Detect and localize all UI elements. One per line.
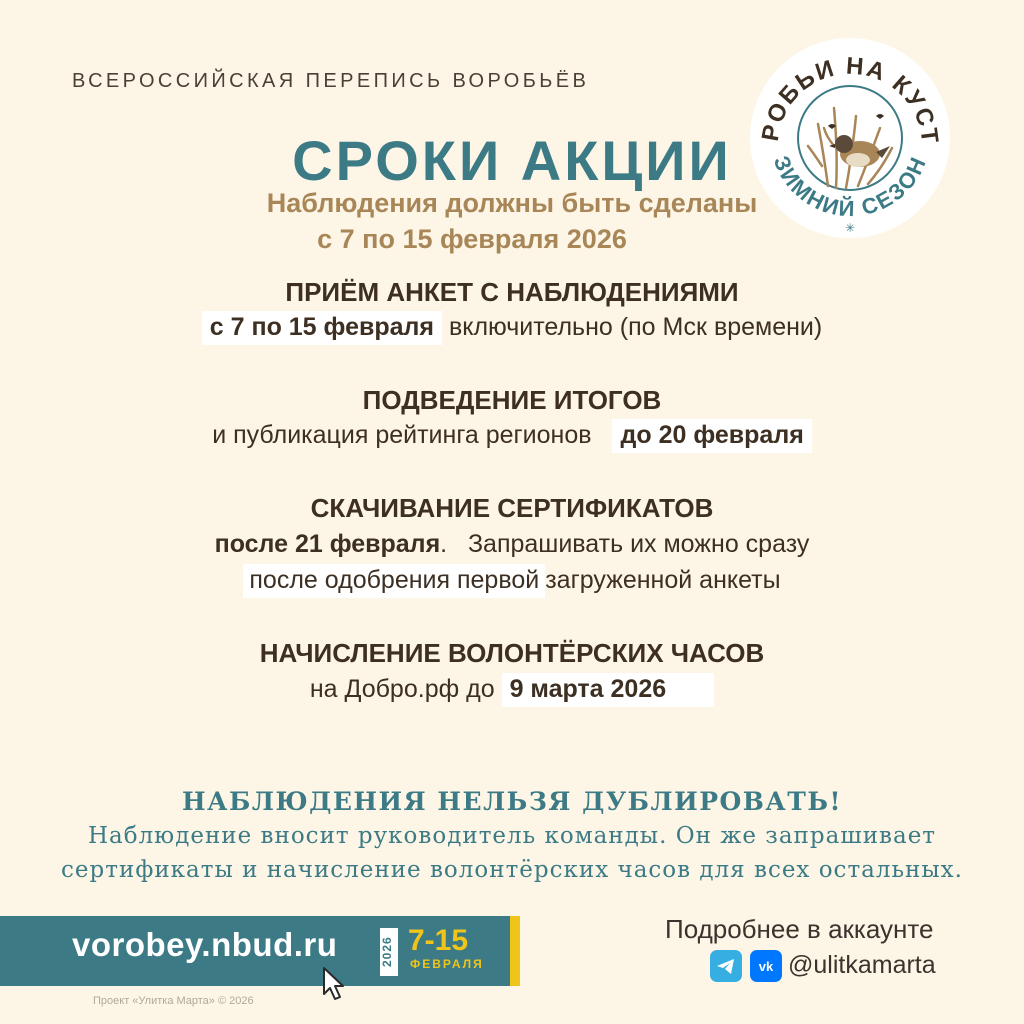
section-results-line [0, 421, 1024, 450]
campaign-subtitle: ВСЕРОССИЙСКАЯ ПЕРЕПИСЬ ВОРОБЬЁВ [72, 70, 590, 92]
section-certificates-line2-highlight: после одобрения первой [243, 564, 545, 598]
website-link[interactable]: vorobey.nbud.ru [72, 926, 338, 963]
section-results-heading: ПОДВЕДЕНИЕ ИТОГОВ [362, 385, 662, 415]
page-title: СРОКИ АКЦИИ [292, 129, 732, 192]
lead-line-2: с 7 по 15 февраля 2026 [317, 224, 627, 254]
copyright: Проект «Улитка Марта» © 2026 [93, 995, 254, 1007]
section-certificates-line-1 [0, 530, 1024, 559]
logo-bottom-text: ЗИМНИЙ СЕЗОН [768, 151, 932, 222]
warning-heading: НАБЛЮДЕНИЯ НЕЛЬЗЯ ДУБЛИРОВАТЬ! [182, 787, 842, 816]
svg-text:✳: ✳ [844, 221, 856, 235]
section-certificates-after: . Запрашивать их можно сразу [440, 530, 810, 558]
telegram-icon[interactable] [710, 950, 742, 982]
section-reception-heading: ПРИЁМ АНКЕТ С НАБЛЮДЕНИЯМИ [285, 277, 739, 307]
section-results-highlight: до 20 февраля [612, 419, 811, 453]
banner-month: ФЕВРАЛЯ [410, 957, 484, 971]
warning-line-2: сертификаты и начисление волонтёрских часов для всех остальных. [61, 857, 963, 883]
banner-accent-bar [510, 916, 520, 986]
social-handle[interactable]: @ulitkamarta [788, 951, 936, 979]
vk-icon[interactable] [750, 950, 782, 982]
section-hours-line [0, 675, 1024, 704]
banner-year: 2026 [380, 936, 394, 968]
section-reception-highlight: с 7 по 15 февраля [202, 311, 442, 345]
logo [748, 36, 952, 240]
section-hours-text: на Добро.рф до [309, 675, 495, 703]
logo-emblem-icon [748, 36, 952, 240]
section-reception-rest: включительно (по Мск времени) [448, 313, 823, 341]
more-info-text: Подробнее в аккаунте [665, 914, 934, 944]
section-certificates-heading: СКАЧИВАНИЕ СЕРТИФИКАТОВ [310, 493, 714, 523]
section-hours-heading: НАЧИСЛЕНИЕ ВОЛОНТЁРСКИХ ЧАСОВ [259, 638, 765, 668]
banner-dates: 7-15 [408, 924, 469, 957]
section-certificates-line2-rest: загруженной анкеты [545, 566, 781, 594]
section-hours-highlight: 9 марта 2026 [502, 673, 715, 707]
lead-line-1: Наблюдения должны быть сделаны [266, 188, 758, 218]
warning-line-1: Наблюдение вносит руководитель команды. Он же запрашивает [87, 823, 937, 849]
section-certificates-highlight: после 21 февраля [214, 530, 441, 558]
cursor-icon [320, 966, 348, 1007]
svg-text:vk: vk [758, 959, 774, 974]
section-reception-line [0, 313, 1024, 342]
section-results-text: и публикация рейтинга регионов [212, 421, 592, 449]
section-certificates-line-2 [0, 566, 1024, 595]
logo-top-text: РОБЬИ НА КУСТ [756, 52, 944, 146]
